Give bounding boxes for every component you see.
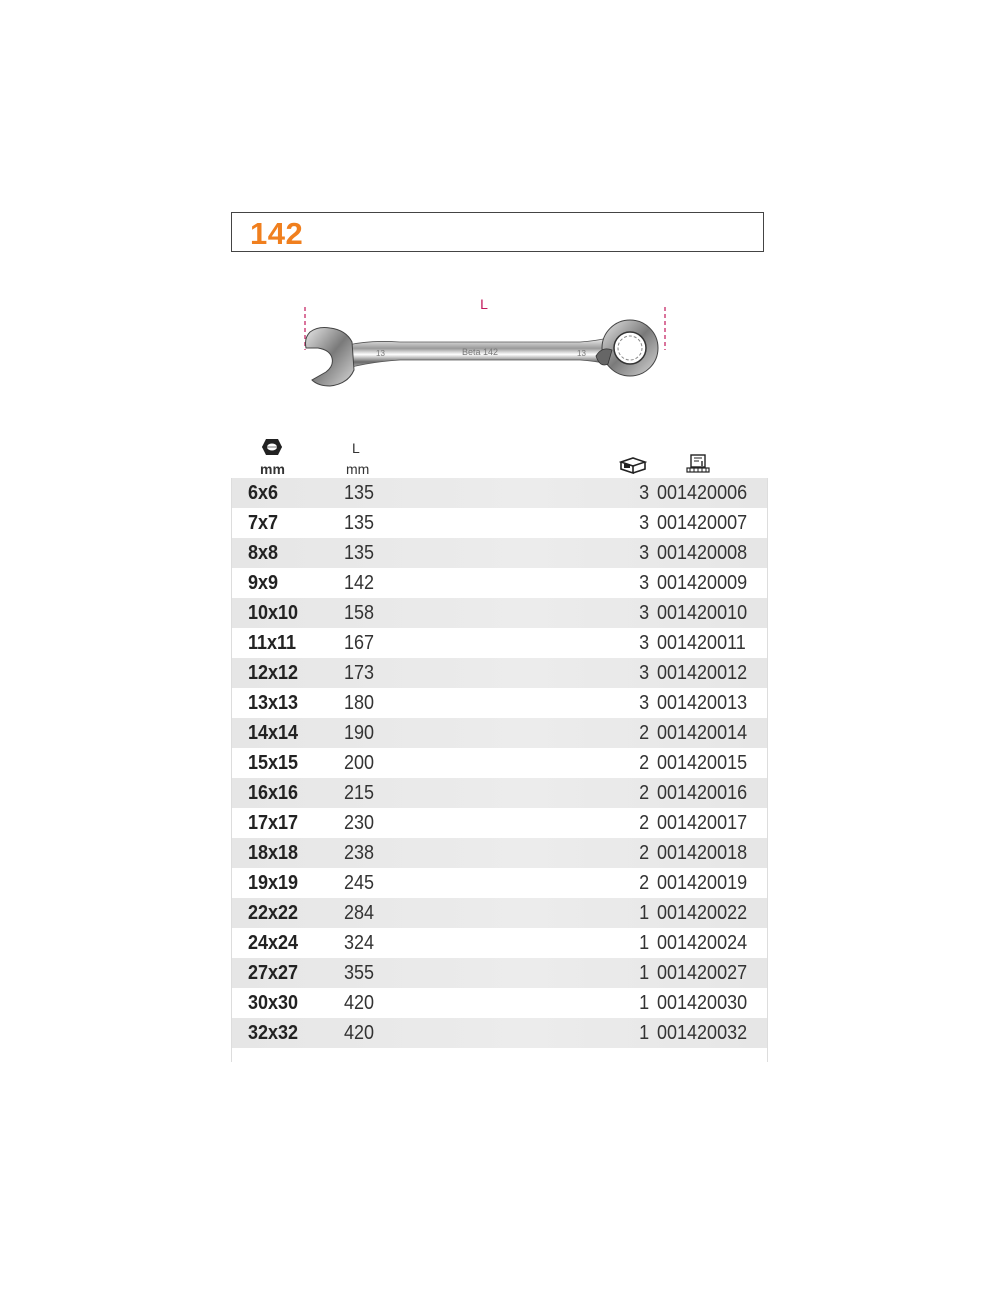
length-cell: 173 (344, 662, 375, 684)
length-cell: 355 (344, 962, 375, 984)
quantity-cell: 2 (638, 872, 649, 894)
quantity-cell: 3 (638, 692, 649, 714)
table-row (232, 868, 767, 898)
table-row (232, 658, 767, 688)
length-cell: 200 (344, 752, 375, 774)
size-mark-left: 13 (376, 349, 385, 358)
article-code-cell: 001420019 (657, 872, 748, 894)
quantity-cell: 1 (638, 932, 649, 954)
table-row (232, 928, 767, 958)
article-code-cell: 001420015 (657, 752, 748, 774)
quantity-cell: 2 (638, 722, 649, 744)
table-row (232, 958, 767, 988)
length-cell: 215 (344, 782, 375, 804)
article-code-cell: 001420030 (657, 992, 748, 1014)
article-code-cell: 001420012 (657, 662, 748, 684)
quantity-cell: 1 (638, 992, 649, 1014)
quantity-cell: 1 (638, 1022, 649, 1044)
size-cell: 7x7 (248, 512, 279, 534)
quantity-cell: 2 (638, 782, 649, 804)
quantity-cell: 2 (638, 842, 649, 864)
length-cell: 420 (344, 1022, 375, 1044)
article-code-cell: 001420017 (657, 812, 748, 834)
article-code-cell: 001420018 (657, 842, 748, 864)
size-cell: 22x22 (248, 902, 299, 924)
wrench-drawing (290, 290, 680, 395)
size-cell: 18x18 (248, 842, 299, 864)
table-row (232, 748, 767, 778)
article-code-cell: 001420011 (657, 632, 746, 654)
length-cell: 180 (344, 692, 375, 714)
article-code-cell: 001420007 (657, 512, 748, 534)
brand-engraving: Beta 142 (461, 347, 499, 357)
length-cell: 238 (344, 842, 375, 864)
length-cell: 284 (344, 902, 375, 924)
article-code-cell: 001420027 (657, 962, 748, 984)
quantity-cell: 3 (638, 512, 649, 534)
quantity-cell: 3 (638, 572, 649, 594)
table-row (232, 778, 767, 808)
quantity-cell: 1 (638, 962, 649, 984)
length-label: L (352, 440, 360, 456)
size-cell: 10x10 (248, 602, 299, 624)
table-row (232, 988, 767, 1018)
article-code-cell: 001420016 (657, 782, 748, 804)
quantity-cell: 3 (638, 482, 649, 504)
table-row (232, 568, 767, 598)
length-cell: 158 (344, 602, 375, 624)
size-cell: 30x30 (248, 992, 299, 1014)
quantity-cell: 3 (638, 542, 649, 564)
size-mark-right: 13 (577, 349, 586, 358)
dimension-label: L (480, 296, 488, 312)
table-row (232, 838, 767, 868)
table-row (232, 508, 767, 538)
quantity-cell: 3 (638, 632, 649, 654)
table-row (232, 688, 767, 718)
size-cell: 8x8 (248, 542, 279, 564)
barcode-icon (686, 454, 710, 474)
length-cell: 245 (344, 872, 375, 894)
article-code-cell: 001420006 (657, 482, 748, 504)
package-icon (619, 456, 647, 474)
table-row (232, 808, 767, 838)
size-cell: 19x19 (248, 872, 299, 894)
article-code-cell: 001420013 (657, 692, 748, 714)
length-cell: 142 (344, 572, 375, 594)
table-row (232, 538, 767, 568)
quantity-cell: 3 (638, 602, 649, 624)
table-row (232, 718, 767, 748)
quantity-cell: 2 (638, 812, 649, 834)
size-cell: 24x24 (248, 932, 299, 954)
size-cell: 14x14 (248, 722, 299, 744)
table-row (232, 1018, 767, 1048)
quantity-cell: 1 (638, 902, 649, 924)
table-row (232, 478, 767, 508)
table-header (231, 436, 766, 478)
product-number: 142 (250, 216, 304, 251)
article-code-cell: 001420009 (657, 572, 748, 594)
length-cell: 190 (344, 722, 375, 744)
open-end-head (306, 328, 355, 387)
table-row (232, 628, 767, 658)
size-cell: 15x15 (248, 752, 299, 774)
size-cell: 12x12 (248, 662, 299, 684)
size-cell: 32x32 (248, 1022, 299, 1044)
size-cell: 17x17 (248, 812, 299, 834)
length-cell: 324 (344, 932, 375, 954)
length-cell: 230 (344, 812, 375, 834)
size-unit: mm (260, 461, 285, 477)
table-row (232, 898, 767, 928)
spec-table (231, 478, 768, 1062)
length-unit: mm (346, 461, 370, 477)
size-cell: 6x6 (248, 482, 279, 504)
size-cell: 13x13 (248, 692, 299, 714)
article-code-cell: 001420032 (657, 1022, 748, 1044)
length-cell: 167 (344, 632, 375, 654)
length-cell: 420 (344, 992, 375, 1014)
table-row (232, 598, 767, 628)
article-code-cell: 001420014 (657, 722, 748, 744)
article-code-cell: 001420010 (657, 602, 748, 624)
size-cell: 16x16 (248, 782, 299, 804)
article-code-cell: 001420008 (657, 542, 748, 564)
length-cell: 135 (344, 542, 375, 564)
length-cell: 135 (344, 482, 375, 504)
size-cell: 11x11 (248, 632, 297, 654)
size-cell: 9x9 (248, 572, 279, 594)
quantity-cell: 2 (638, 752, 649, 774)
article-code-cell: 001420022 (657, 902, 748, 924)
product-title-box (231, 212, 764, 252)
hex-nut-icon (261, 438, 283, 456)
article-code-cell: 001420024 (657, 932, 748, 954)
quantity-cell: 3 (638, 662, 649, 684)
length-cell: 135 (344, 512, 375, 534)
size-cell: 27x27 (248, 962, 299, 984)
